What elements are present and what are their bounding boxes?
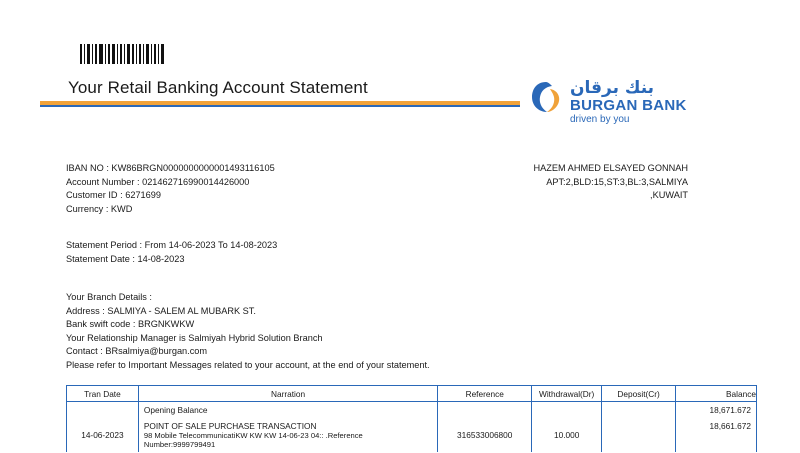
row-narration [138, 418, 437, 452]
row-withdrawal: 10.000 [532, 418, 602, 452]
narration-text: Opening Balance [143, 405, 208, 415]
customer-address [533, 162, 688, 203]
row-date: 14-06-2023 [67, 418, 139, 452]
statement-period-block [66, 239, 277, 266]
col-deposit: Deposit(Cr) [602, 386, 676, 402]
logo-brand-name: BURGAN BANK [570, 97, 687, 114]
relationship-manager: Your Relationship Manager is Salmiyah Hybrid Solution Branch [66, 332, 323, 343]
logo-arabic-name: بنك برقان [570, 78, 655, 98]
currency-line: Currency : KWD [66, 203, 133, 214]
customer-id-line: Customer ID : 6271699 [66, 190, 161, 200]
bank-logo-icon [530, 80, 562, 114]
customer-name: HAZEM AHMED ELSAYED GONNAH [533, 163, 688, 173]
important-messages-note: Please refer to Important Messages related to your account, at the end of your statement. [66, 359, 430, 370]
row-reference [438, 402, 532, 419]
col-reference: Reference [438, 386, 532, 402]
account-number-line: Account Number : 02146271699001442600​0 [66, 176, 250, 187]
transactions-table [66, 385, 757, 452]
table-row [67, 402, 757, 419]
narration-detail: 98 Mobile TelecommunicatiKW KW KW 14-06-23 04:: .Reference Number:9999799491 [143, 431, 363, 449]
row-date [67, 402, 139, 419]
col-tran-date: Tran Date [67, 386, 139, 402]
row-balance: 18,671.672 [676, 402, 757, 419]
col-narration: Narration [138, 386, 437, 402]
row-narration [138, 402, 437, 419]
statement-date: Statement Date : 14-08-2023 [66, 253, 185, 264]
row-reference: 316533006800 [438, 418, 532, 452]
branch-details [66, 291, 430, 372]
row-withdrawal [532, 402, 602, 419]
burgan-bank-logo [530, 78, 690, 128]
document-title: Your Retail Banking Account Statement [68, 78, 368, 97]
address-line-2: ,KUWAIT [650, 190, 688, 200]
logo-tagline: driven by you [570, 114, 630, 125]
header-blue-rule [40, 105, 520, 107]
iban-line: IBAN NO : KW86BRGN0000000000001493116105 [66, 163, 275, 173]
table-row [67, 418, 757, 452]
row-deposit [602, 418, 676, 452]
col-withdrawal: Withdrawal(Dr) [532, 386, 602, 402]
branch-contact: Contact : BRsalmiya@burgan.com [66, 346, 208, 356]
row-deposit [602, 402, 676, 419]
row-balance: 18,661.672 [676, 418, 757, 452]
branch-heading: Your Branch Details : [66, 292, 152, 302]
branch-swift: Bank swift code : BRGNKWKW [66, 319, 195, 329]
account-details [66, 162, 275, 216]
narration-text: POINT OF SALE PURCHASE TRANSACTION [143, 421, 317, 431]
barcode [80, 44, 166, 64]
table-header-row [67, 386, 757, 402]
statement-period: Statement Period : From 14-06-2023 To 14-08-2023 [66, 240, 278, 250]
col-balance: Balance [676, 386, 757, 402]
address-line-1: APT:2,BLD:15,ST:3,BL:3,SALMIYA [546, 176, 688, 187]
branch-address: Address : SALMIYA - SALEM AL MUBARK ST. [66, 305, 256, 316]
